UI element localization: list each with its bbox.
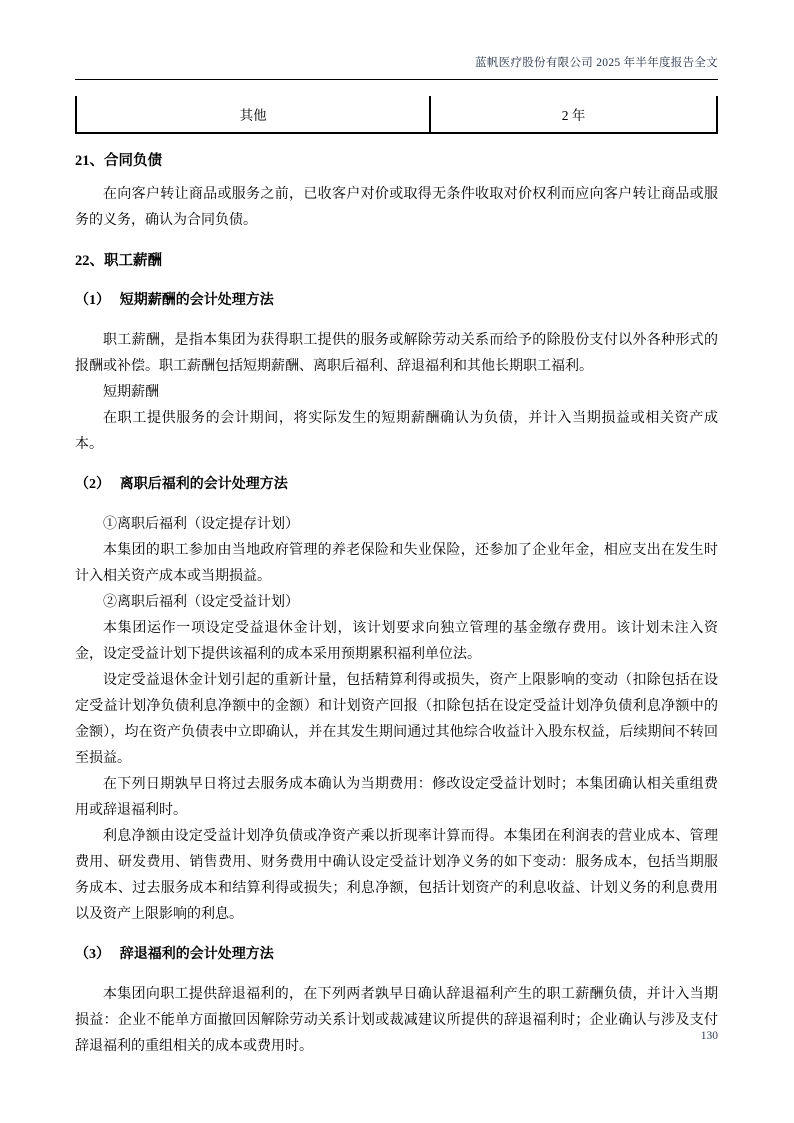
section-heading-21: 21、合同负债: [75, 153, 162, 169]
paragraph: 利息净额由设定受益计划净负债或净资产乘以折现率计算而得。本集团在利润表的营业成本、管理费用、研发费用、销售费用、财务费用中确认设定受益计划净义务的如下变动：服务成本，包括当期服务成本、过去服务成本和结算利得或损失；利息净额，包括计划资产的利息收益、计划义务的利息费用以及资产上限影响的利息。: [75, 829, 718, 922]
paragraph: 设定受益退休金计划引起的重新计量，包括精算利得或损失，资产上限影响的变动（扣除包括在设定受益计划净负债利息净额中的金额）和计划资产回报（扣除包括在设定受益计划净负债利息净额中的金额），均在资产负债表中立即确认，并在其发生期间通过其他综合收益计入股东权益，后续期间不转回至损益。: [75, 673, 718, 766]
table-row: [76, 96, 717, 133]
paragraph: 本集团运作一项设定受益退休金计划，该计划要求向独立管理的基金缴存费用。该计划未注入资金，设定受益计划下提供该福利的成本采用预期累积福利单位法。: [75, 621, 718, 662]
report-title: 蓝帆医疗股份有限公司 2025 年半年度报告全文: [475, 57, 718, 69]
table-cell-value: 2 年: [430, 96, 717, 133]
subsection-number: （2）: [75, 477, 110, 492]
paragraph: 本集团向职工提供辞退福利的，在下列两者孰早日确认辞退福利产生的职工薪酬负债，并计入当期损益：企业不能单方面撤回因解除劳动关系计划或裁减建议所提供的辞退福利时；企业确认与涉及支付辞退福利的重组相关的成本或费用时。: [75, 987, 718, 1054]
subsection-title: 短期薪酬的会计处理方法: [119, 293, 274, 308]
paragraph: 短期薪酬: [103, 385, 159, 400]
paragraph: ②离职后福利（设定受益计划）: [103, 595, 299, 610]
subsection-number: （3）: [75, 947, 110, 962]
table-cell-label: 其他: [76, 96, 430, 133]
paragraph: 本集团的职工参加由当地政府管理的养老保险和失业保险，还参加了企业年金，相应支出在发生时计入相关资产成本或当期损益。: [75, 543, 718, 584]
table-fragment: [75, 96, 718, 134]
paragraph: ①离职后福利（设定提存计划）: [103, 517, 299, 532]
paragraph: 在职工提供服务的会计期间，将实际发生的短期薪酬确认为负债，并计入当期损益或相关资产成本。: [75, 411, 718, 452]
document-body: [75, 148, 718, 1060]
paragraph: 在下列日期孰早日将过去服务成本确认为当期费用：修改设定受益计划时；本集团确认相关重组费用或辞退福利时。: [75, 777, 718, 818]
subsection-title: 辞退福利的会计处理方法: [119, 947, 274, 962]
subsection-heading-1: [75, 288, 718, 314]
paragraph: 在向客户转让商品或服务之前，已收客户对价或取得无条件收取对价权利而应向客户转让商品或服务的义务，确认为合同负债。: [75, 187, 718, 228]
page-number: 130: [700, 1030, 718, 1042]
section-heading-22: 22、职工薪酬: [75, 253, 162, 269]
subsection-number: （1）: [75, 293, 110, 308]
subsection-heading-3: [75, 942, 718, 968]
subsection-title: 离职后福利的会计处理方法: [119, 477, 288, 492]
paragraph: 职工薪酬，是指本集团为获得职工提供的服务或解除劳动关系而给予的除股份支付以外各种形式的报酬或补偿。职工薪酬包括短期薪酬、离职后福利、辞退福利和其他长期职工福利。: [75, 333, 718, 374]
subsection-heading-2: [75, 472, 718, 498]
page-content: [75, 0, 718, 1060]
page-header: [75, 0, 718, 80]
